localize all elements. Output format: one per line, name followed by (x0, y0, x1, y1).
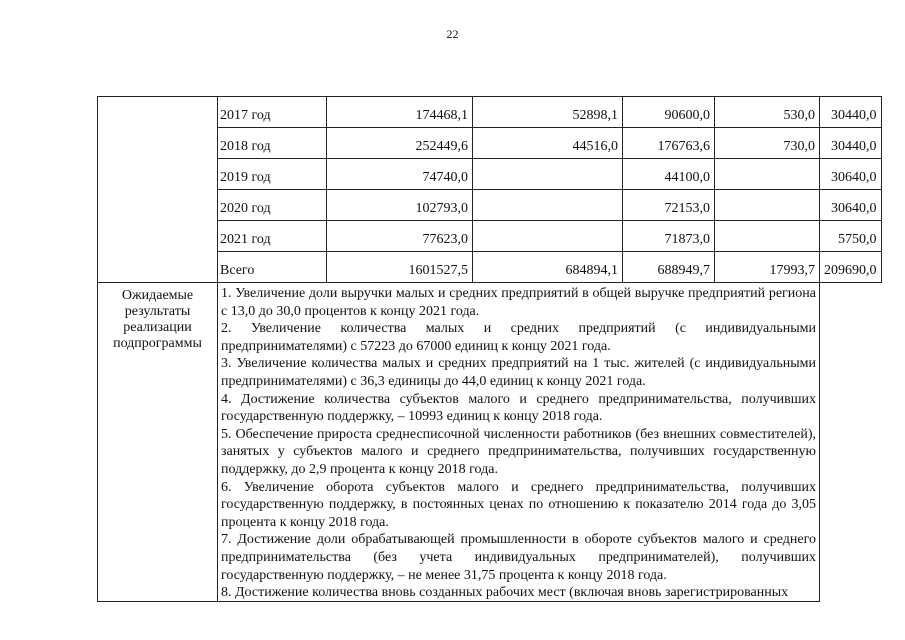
local-cell (715, 221, 820, 252)
federal-cell: 44516,0 (473, 128, 623, 159)
federal-cell: 52898,1 (473, 97, 623, 128)
expected-results-label: Ожидаемые результаты реализации подпрограммы (98, 283, 218, 602)
total-label-cell: Всего (218, 252, 327, 283)
regional-cell: 72153,0 (623, 190, 715, 221)
extrabudget-cell: 30440,0 (820, 97, 882, 128)
local-cell: 17993,7 (715, 252, 820, 283)
federal-cell: 684894,1 (473, 252, 623, 283)
page-number: 22 (446, 27, 459, 41)
regional-cell: 44100,0 (623, 159, 715, 190)
total-cell: 74740,0 (327, 159, 473, 190)
table-row (98, 97, 882, 128)
result-item: 8. Достижение количества вновь созданных рабочих мест (включая вновь зарегистрированных (221, 585, 789, 601)
regional-cell: 688949,7 (623, 252, 715, 283)
result-item: 3. Увеличение количества малых и средних предприятий на 1 тыс. жителей (с индивидуальными предпринимателями) с 36,3 единицы до 44,0 единиц к концу 2021 года. (221, 356, 816, 389)
result-item: 5. Обеспечение прироста среднесписочной численности работников (без внешних совместителей), занятых у субъектов малого и среднего предпринимательства, получивших государственную поддержку, до 2,9 процента к концу 2018 года. (221, 426, 816, 477)
federal-cell (473, 221, 623, 252)
regional-cell: 71873,0 (623, 221, 715, 252)
results-list (221, 285, 816, 601)
result-item: 7. Достижение доли обрабатывающей промышленности в обороте субъектов малого и среднего предпринимательства (без учета индивидуальных предпринимателей), получивших государственную поддержку, – не менее 31,75 процента к концу 2018 года. (221, 532, 816, 583)
result-item: 2. Увеличение количества малых и средних предприятий (с индивидуальными предпринимателями) с 57223 до 67000 единиц к концу 2021 года. (221, 321, 816, 354)
year-cell: 2019 год (218, 159, 327, 190)
local-cell: 530,0 (715, 97, 820, 128)
federal-cell (473, 190, 623, 221)
result-item: 6. Увеличение оборота субъектов малого и среднего предпринимательства, получивших государственную поддержку, в постоянных ценах по отношению к показателю 2014 года до 3,05 процента к концу 2018 года. (221, 479, 816, 530)
expected-results-row (98, 283, 882, 602)
federal-cell (473, 159, 623, 190)
expected-results-cell (218, 283, 820, 602)
program-table (97, 96, 882, 602)
year-cell: 2021 год (218, 221, 327, 252)
total-cell: 252449,6 (327, 128, 473, 159)
extrabudget-cell: 209690,0 (820, 252, 882, 283)
empty-label-cell (98, 97, 218, 283)
extrabudget-cell: 5750,0 (820, 221, 882, 252)
extrabudget-cell: 30440,0 (820, 128, 882, 159)
local-cell (715, 159, 820, 190)
result-item: 1. Увеличение доли выручки малых и средних предприятий в общей выручке предприятий региона с 13,0 до 30,0 процентов к концу 2021 года. (221, 286, 816, 319)
total-cell: 174468,1 (327, 97, 473, 128)
extrabudget-cell: 30640,0 (820, 190, 882, 221)
extrabudget-cell: 30640,0 (820, 159, 882, 190)
regional-cell: 176763,6 (623, 128, 715, 159)
total-cell: 102793,0 (327, 190, 473, 221)
total-cell: 1601527,5 (327, 252, 473, 283)
local-cell (715, 190, 820, 221)
regional-cell: 90600,0 (623, 97, 715, 128)
local-cell: 730,0 (715, 128, 820, 159)
result-item: 4. Достижение количества субъектов малого и среднего предпринимательства, получивших государственную поддержку, – 10993 единиц к концу 2018 года. (221, 391, 816, 425)
year-cell: 2017 год (218, 97, 327, 128)
total-cell: 77623,0 (327, 221, 473, 252)
year-cell: 2018 год (218, 128, 327, 159)
year-cell: 2020 год (218, 190, 327, 221)
